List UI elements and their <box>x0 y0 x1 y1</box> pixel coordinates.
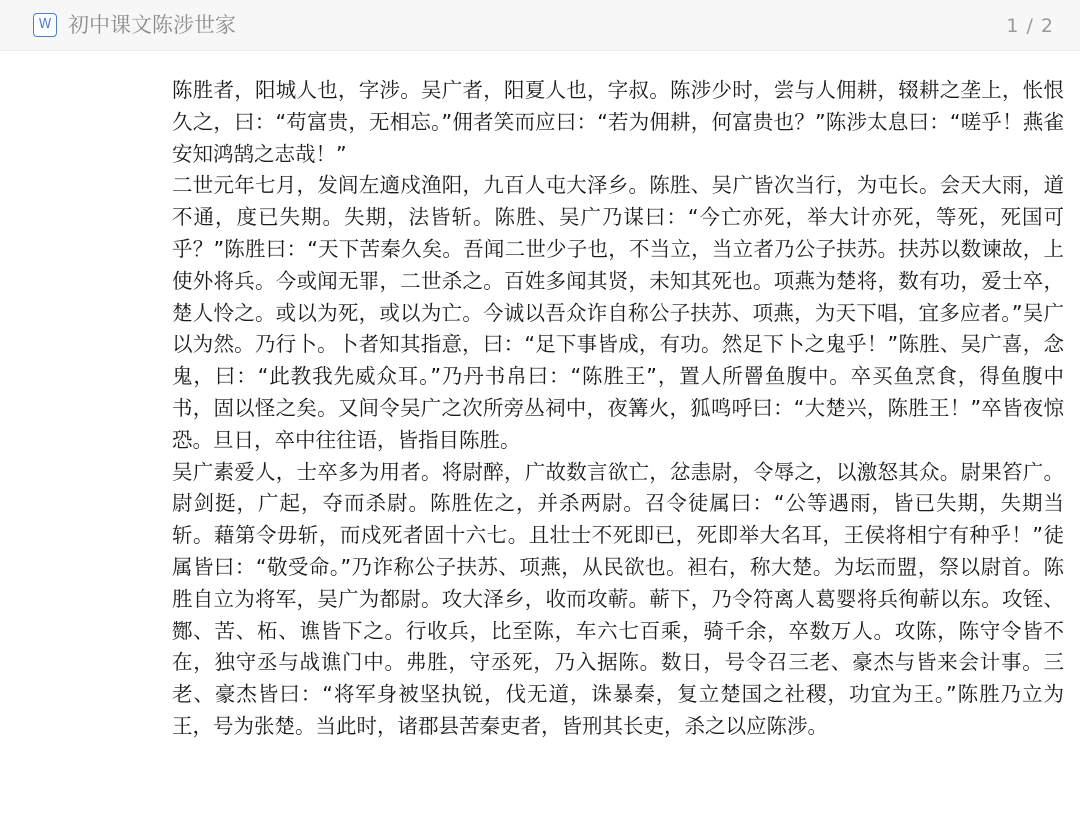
document-body <box>172 75 1064 743</box>
document-title: 初中课文陈涉世家 <box>68 13 236 37</box>
paragraph-2: 二世元年七月，发闾左適戍渔阳，九百人屯大泽乡。陈胜、吴广皆次当行，为屯长。会天大雨，道不通，度已失期。失期，法皆斩。陈胜、吴广乃谋曰：“今亡亦死，举大计亦死，等死，死国可乎？”陈胜曰：“天下苦秦久矣。吾闻二世少子也，不当立，当立者乃公子扶苏。扶苏以数谏故，上使外将兵。今或闻无罪，二世杀之。百姓多闻其贤，未知其死也。项燕为楚将，数有功，爱士卒，楚人怜之。或以为死，或以为亡。今诚以吾众诈自称公子扶苏、项燕，为天下唱，宜多应者。”吴广以为然。乃行卜。卜者知其指意，曰：“足下事皆成，有功。然足下卜之鬼乎！”陈胜、吴广喜，念鬼，曰：“此教我先威众耳。”乃丹书帛曰：“陈胜王”，置人所罾鱼腹中。卒买鱼烹食，得鱼腹中书，固以怪之矣。又间令吴广之次所旁丛祠中，夜篝火，狐鸣呼曰：“大楚兴，陈胜王！”卒皆夜惊恐。旦日，卒中往往语，皆指目陈胜。 <box>172 173 1064 452</box>
page-counter: 1 / 2 <box>1006 15 1054 37</box>
document-header-bar <box>0 0 1080 51</box>
paragraph-1: 陈胜者，阳城人也，字涉。吴广者，阳夏人也，字叔。陈涉少时，尝与人佣耕，辍耕之垄上，怅恨久之，曰：“苟富贵，无相忘。”佣者笑而应曰：“若为佣耕，何富贵也？”陈涉太息曰：“嗟乎！燕雀安知鸿鹄之志哉！” <box>172 78 1064 166</box>
paragraph-3: 吴广素爱人，士卒多为用者。将尉醉，广故数言欲亡，忿恚尉，令辱之，以激怒其众。尉果笞广。尉剑挺，广起，夺而杀尉。陈胜佐之，并杀两尉。召令徒属曰：“公等遇雨，皆已失期，失期当斩。藉第令毋斩，而戍死者固十六七。且壮士不死即已，死即举大名耳，王侯将相宁有种乎！”徒属皆曰：“敬受命。”乃诈称公子扶苏、项燕，从民欲也。袒右，称大楚。为坛而盟，祭以尉首。陈胜自立为将军，吴广为都尉。攻大泽乡，收而攻蕲。蕲下，乃令符离人葛婴将兵徇蕲以东。攻铚、酂、苦、柘、谯皆下之。行收兵，比至陈，车六七百乘，骑千余，卒数万人。攻陈，陈守令皆不在，独守丞与战谯门中。弗胜，守丞死，乃入据陈。数日，号令召三老、豪杰与皆来会计事。三老、豪杰皆曰：“将军身被坚执锐，伐无道，诛暴秦，复立楚国之社稷，功宜为王。”陈胜乃立为王，号为张楚。当此时，诸郡县苦秦吏者，皆刑其长吏，杀之以应陈涉。 <box>172 459 1064 738</box>
word-document-icon: W <box>33 13 57 37</box>
